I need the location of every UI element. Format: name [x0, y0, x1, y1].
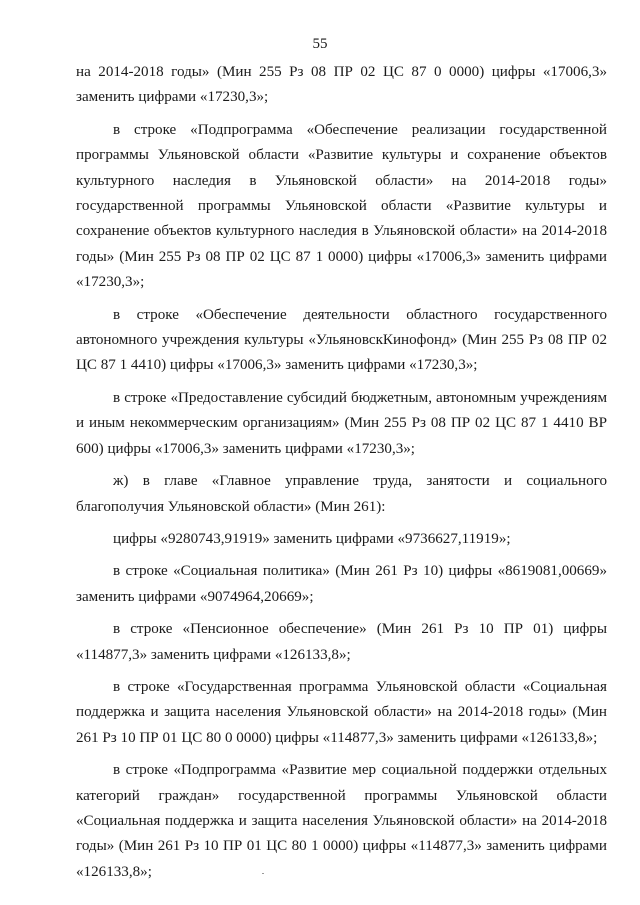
paragraph: ж) в главе «Главное управление труда, занятости и социального благополучия Ульяновской области» (Мин 261): — [76, 473, 607, 515]
paragraph: в строке «Предоставление субсидий бюджетным, автономным учреждениям и иным некоммерческим организациям» (Мин 255 Рз 08 ПР 02 ЦС 87 1 4410 ВР 600) цифры «17006,3» заменить цифрами «17230,3»; — [76, 389, 607, 457]
paragraph: в строке «Подпрограмма «Обеспечение реализации государственной программы Ульяновской области «Развитие культуры и сохранение объектов культурного наследия в Ульяновской области» на 2014-2018 годы» государственной программы Ульяновской области «Развитие культуры и сохранение объектов культурного наследия в Ульяновской области» на 2014-2018 годы» (Мин 255 Рз 08 ПР 02 ЦС 87 1 0000) цифры «17006,3» заменить цифрами «17230,3»; — [76, 121, 607, 291]
document-body — [76, 60, 607, 892]
paragraph: в строке «Обеспечение деятельности областного государственного автономного учреждения культуры «УльяновскКинофонд» (Мин 255 Рз 08 ПР 02 ЦС 87 1 4410) цифры «17006,3» заменить цифрами «17230,3»; — [76, 306, 607, 374]
paragraph: в строке «Социальная политика» (Мин 261 Рз 10) цифры «8619081,00669» заменить цифрами «9074964,20669»; — [76, 563, 607, 605]
paragraph: в строке «Государственная программа Ульяновской области «Социальная поддержка и защита населения Ульяновской области» на 2014-2018 годы» (Мин 261 Рз 10 ПР 01 ЦС 80 0 0000) цифры «114877,3» заменить цифрами «126133,8»; — [76, 678, 607, 746]
paragraph: в строке «Пенсионное обеспечение» (Мин 261 Рз 10 ПР 01) цифры «114877,3» заменить цифрами «126133,8»; — [76, 621, 607, 663]
scan-speck — [262, 873, 264, 874]
paragraph: на 2014-2018 годы» (Мин 255 Рз 08 ПР 02 ЦС 87 0 0000) цифры «17006,3» заменить цифрами «17230,3»; — [76, 64, 607, 106]
page-number: 55 — [312, 36, 328, 52]
paragraph: в строке «Подпрограмма «Развитие мер социальной поддержки отдельных категорий граждан» государственной программы Ульяновской области «Социальная поддержка и защита населения Ульяновской области» на 2014-2018 годы» (Мин 261 Рз 10 ПР 01 ЦС 80 1 0000) цифры «114877,3» заменить цифрами «126133,8»; — [76, 762, 607, 880]
paragraph: цифры «9280743,91919» заменить цифрами «9736627,11919»; — [113, 530, 511, 547]
